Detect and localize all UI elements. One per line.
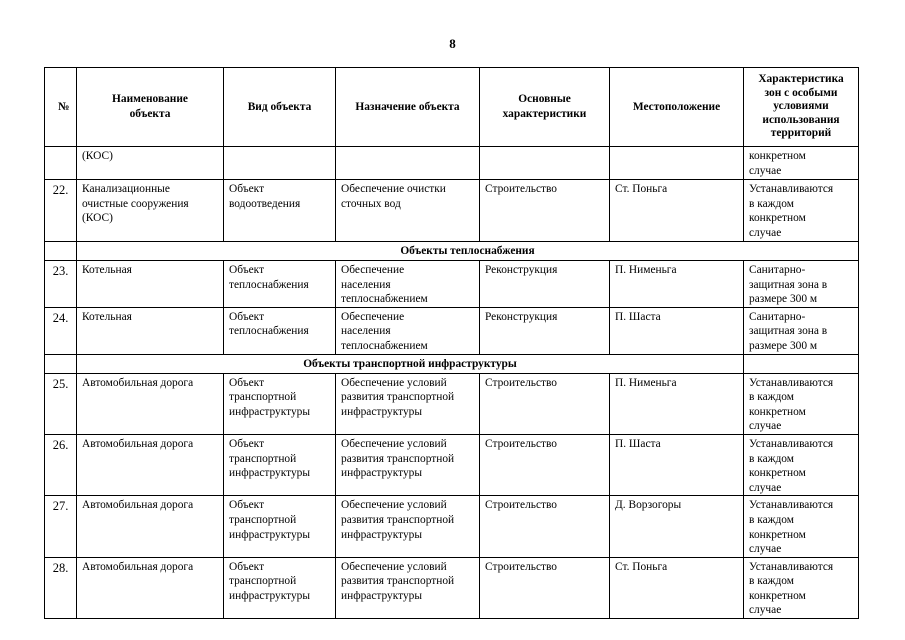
page-number: 8 [449,36,456,51]
header-num: № [45,68,77,147]
cell-type: Объект транспортной инфраструктуры [224,557,336,618]
cell-name: Автомобильная дорога [77,557,224,618]
cell-zones: Санитарно- защитная зона в размере 300 м [744,261,859,308]
header-zones: Характеристика зон с особыми условиями использования территорий [744,68,859,147]
cell-zones: Устанавливаются в каждом конкретном случае [744,434,859,495]
cell-zones: Устанавливаются в каждом конкретном случае [744,496,859,557]
cell-purpose: Обеспечение условий развития транспортной инфраструктуры [336,496,480,557]
table-row [45,496,859,557]
cell-num: 23. [45,261,77,308]
cell-location [610,147,744,180]
cell-purpose: Обеспечение населения теплоснабжением [336,261,480,308]
cell-characteristics: Строительство [480,557,610,618]
cell-type: Объект водоотведения [224,180,336,242]
cell-name: Котельная [77,307,224,354]
cell-name: Автомобильная дорога [77,434,224,495]
cell-characteristics [480,147,610,180]
cell-name: Автомобильная дорога [77,373,224,434]
cell-characteristics: Строительство [480,496,610,557]
cell-num: 27. [45,496,77,557]
cell-characteristics: Реконструкция [480,261,610,308]
cell-type: Объект транспортной инфраструктуры [224,434,336,495]
cell-name: (КОС) [77,147,224,180]
cell-characteristics: Строительство [480,434,610,495]
section-num-cell [45,242,77,261]
cell-zones: Устанавливаются в каждом конкретном случае [744,180,859,242]
cell-characteristics: Строительство [480,180,610,242]
table-row [45,261,859,308]
cell-purpose: Обеспечение условий развития транспортной инфраструктуры [336,373,480,434]
cell-type: Объект транспортной инфраструктуры [224,373,336,434]
cell-num: 26. [45,434,77,495]
table-header-row [45,68,859,147]
section-row-heat [45,242,859,261]
header-type: Вид объекта [224,68,336,147]
cell-type [224,147,336,180]
cell-num: 24. [45,307,77,354]
cell-type: Объект транспортной инфраструктуры [224,496,336,557]
section-row-transport [45,354,859,373]
cell-name: Котельная [77,261,224,308]
objects-table [44,67,859,619]
cell-zones: Устанавливаются в каждом конкретном случае [744,373,859,434]
table-row [45,180,859,242]
cell-name: Автомобильная дорога [77,496,224,557]
cell-num: 28. [45,557,77,618]
cell-type: Объект теплоснабжения [224,261,336,308]
cell-purpose: Обеспечение населения теплоснабжением [336,307,480,354]
cell-zones: конкретном случае [744,147,859,180]
cell-location: П. Шаста [610,307,744,354]
table-row [45,373,859,434]
cell-location: П. Нименьга [610,261,744,308]
cell-name: Канализационные очистные сооружения (КОС) [77,180,224,242]
cell-characteristics: Строительство [480,373,610,434]
header-name: Наименование объекта [77,68,224,147]
header-characteristics: Основные характеристики [480,68,610,147]
cell-characteristics: Реконструкция [480,307,610,354]
cell-num: 22. [45,180,77,242]
cell-location: Д. Ворзогоры [610,496,744,557]
header-purpose: Назначение объекта [336,68,480,147]
cell-num [45,147,77,180]
cell-zones: Санитарно- защитная зона в размере 300 м [744,307,859,354]
cell-type: Объект теплоснабжения [224,307,336,354]
header-location: Местоположение [610,68,744,147]
cell-location: П. Нименьга [610,373,744,434]
table-row [45,557,859,618]
cell-purpose: Обеспечение условий развития транспортной инфраструктуры [336,434,480,495]
section-title-transport: Объекты транспортной инфраструктуры [77,354,744,373]
section-zones-cell [744,354,859,373]
cell-zones: Устанавливаются в каждом конкретном случае [744,557,859,618]
cell-location: П. Шаста [610,434,744,495]
section-num-cell [45,354,77,373]
table-row [45,434,859,495]
table-row-continuation [45,147,859,180]
table-row [45,307,859,354]
cell-location: Ст. Поньга [610,557,744,618]
cell-location: Ст. Поньга [610,180,744,242]
cell-purpose [336,147,480,180]
cell-purpose: Обеспечение очистки сточных вод [336,180,480,242]
section-title-heat: Объекты теплоснабжения [77,242,859,261]
cell-num: 25. [45,373,77,434]
cell-purpose: Обеспечение условий развития транспортной инфраструктуры [336,557,480,618]
